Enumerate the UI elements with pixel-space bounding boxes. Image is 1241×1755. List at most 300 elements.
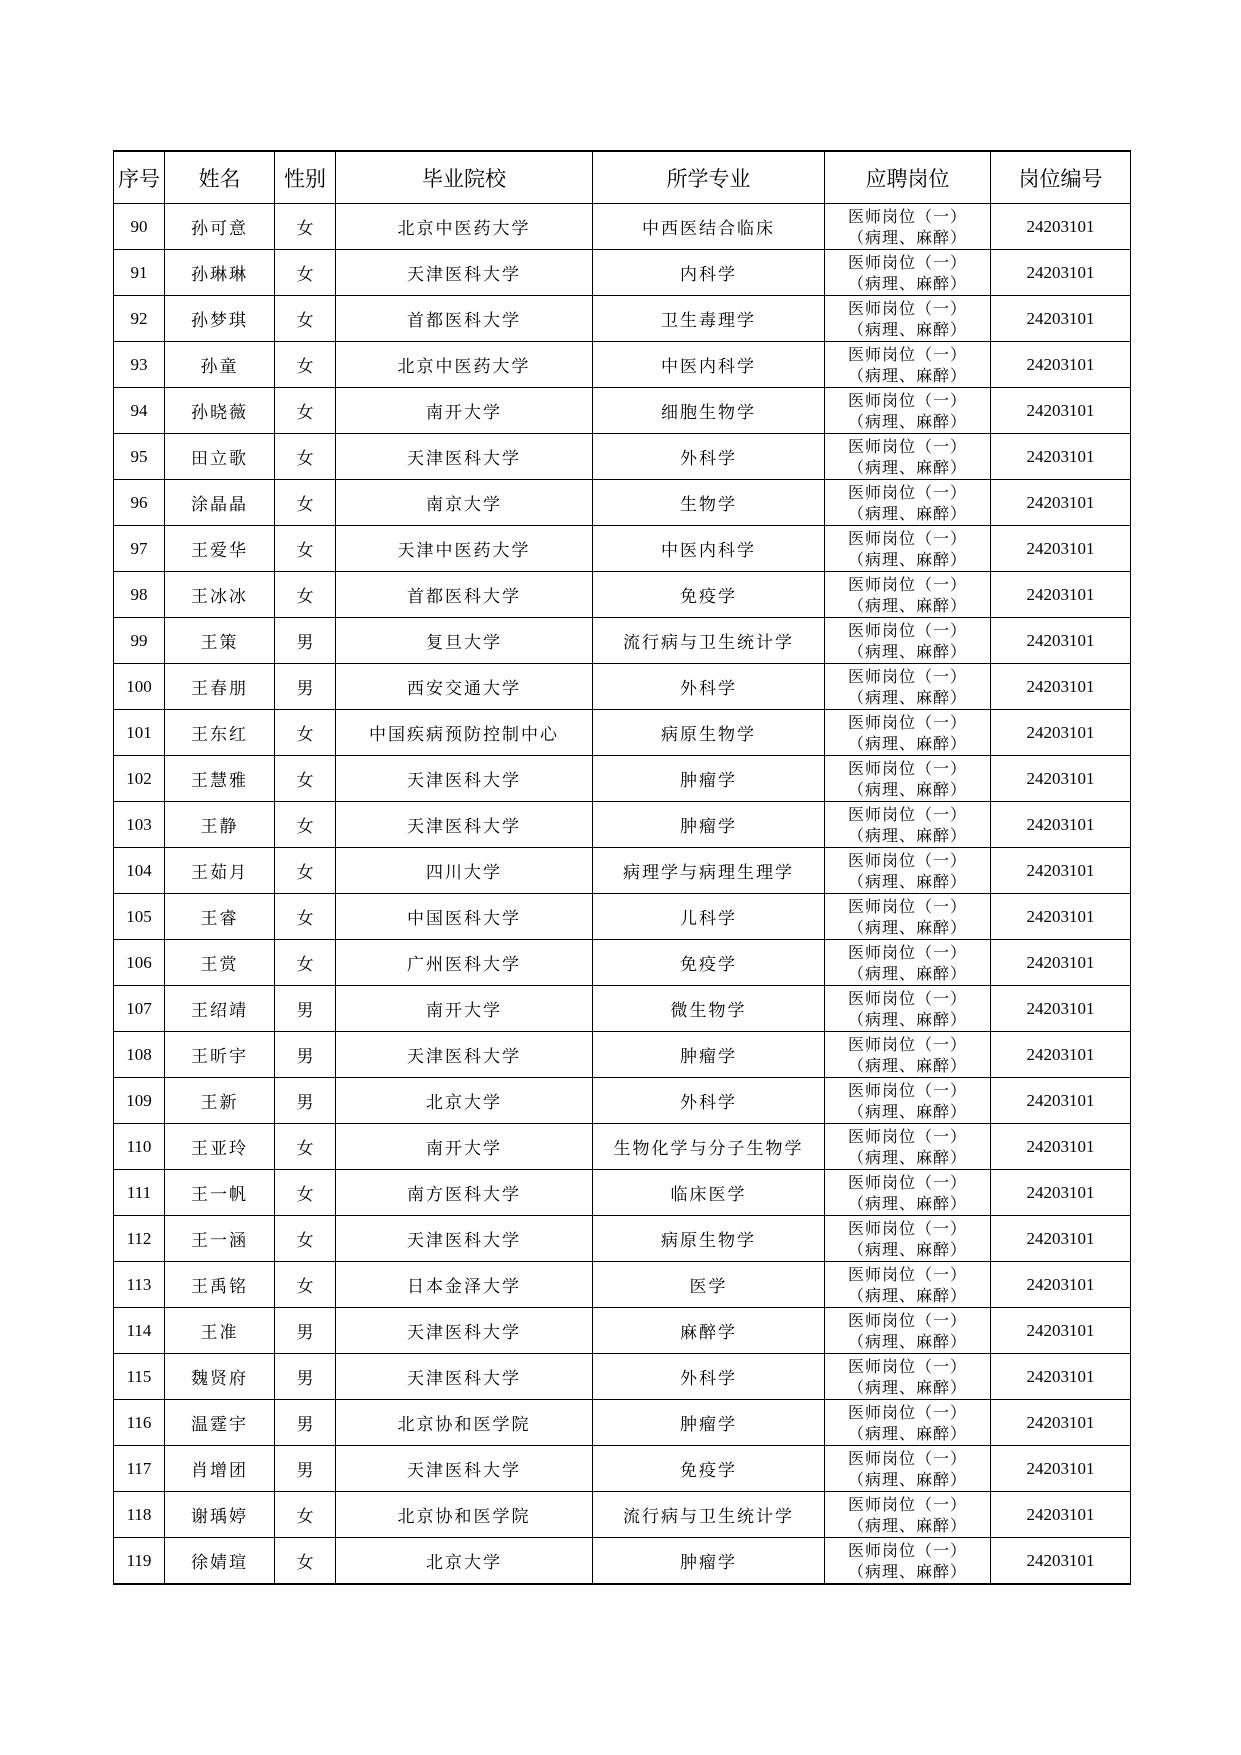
row-major: 肿瘤学: [593, 1400, 825, 1446]
row-position-line2: （病理、麻醉）: [847, 1239, 967, 1259]
row-position-line1: 医师岗位（一）: [847, 1310, 967, 1330]
row-major: 肿瘤学: [593, 802, 825, 848]
row-position: [825, 480, 991, 526]
row-gender: 女: [275, 710, 336, 756]
row-position-line1: 医师岗位（一）: [847, 712, 967, 732]
row-code: 24203101: [991, 204, 1131, 250]
row-position-line2: （病理、麻醉）: [847, 1377, 967, 1397]
header-position: 应聘岗位: [825, 151, 991, 204]
row-name: 王禹铭: [165, 1262, 275, 1308]
row-gender: 女: [275, 388, 336, 434]
row-name: 谢瑀婷: [165, 1492, 275, 1538]
row-position: [825, 250, 991, 296]
row-no: 110: [114, 1124, 165, 1170]
row-school: 复旦大学: [336, 618, 593, 664]
row-position-line1: 医师岗位（一）: [847, 1080, 967, 1100]
row-gender: 男: [275, 1078, 336, 1124]
candidate-table: [113, 150, 1131, 1585]
row-position-line1: 医师岗位（一）: [847, 1264, 967, 1284]
row-no: 101: [114, 710, 165, 756]
table-row: [114, 1446, 1131, 1492]
table-row: [114, 1216, 1131, 1262]
row-position: [825, 1446, 991, 1492]
row-gender: 女: [275, 1124, 336, 1170]
row-school: 中国医科大学: [336, 894, 593, 940]
table-row: [114, 802, 1131, 848]
row-name: 王新: [165, 1078, 275, 1124]
row-major: 肿瘤学: [593, 1032, 825, 1078]
row-no: 103: [114, 802, 165, 848]
row-major: 肿瘤学: [593, 756, 825, 802]
row-position: [825, 572, 991, 618]
row-position-line2: （病理、麻醉）: [847, 1515, 967, 1535]
row-code: 24203101: [991, 296, 1131, 342]
row-position: [825, 1124, 991, 1170]
row-no: 106: [114, 940, 165, 986]
row-position-line2: （病理、麻醉）: [847, 595, 967, 615]
row-no: 119: [114, 1538, 165, 1585]
row-position-line1: 医师岗位（一）: [847, 390, 967, 410]
row-position: [825, 618, 991, 664]
row-name: 王赏: [165, 940, 275, 986]
row-position-line2: （病理、麻醉）: [847, 1147, 967, 1167]
table-row: [114, 710, 1131, 756]
row-position-line1: 医师岗位（一）: [847, 206, 967, 226]
row-name: 王睿: [165, 894, 275, 940]
row-gender: 女: [275, 894, 336, 940]
row-no: 116: [114, 1400, 165, 1446]
row-position: [825, 1354, 991, 1400]
row-position-line2: （病理、麻醉）: [847, 457, 967, 477]
row-position-line1: 医师岗位（一）: [847, 1218, 967, 1238]
row-name: 王冰冰: [165, 572, 275, 618]
row-name: 田立歌: [165, 434, 275, 480]
row-position-line2: （病理、麻醉）: [847, 825, 967, 845]
row-position-line1: 医师岗位（一）: [847, 298, 967, 318]
row-school: 首都医科大学: [336, 296, 593, 342]
table-row: [114, 756, 1131, 802]
row-code: 24203101: [991, 572, 1131, 618]
table-row: [114, 940, 1131, 986]
row-name: 王春朋: [165, 664, 275, 710]
row-position-line2: （病理、麻醉）: [847, 549, 967, 569]
row-major: 流行病与卫生统计学: [593, 618, 825, 664]
row-position-line1: 医师岗位（一）: [847, 1448, 967, 1468]
row-school: 西安交通大学: [336, 664, 593, 710]
table-row: [114, 1032, 1131, 1078]
row-major: 中西医结合临床: [593, 204, 825, 250]
row-position-line1: 医师岗位（一）: [847, 804, 967, 824]
row-gender: 男: [275, 1308, 336, 1354]
row-no: 111: [114, 1170, 165, 1216]
row-name: 魏贤府: [165, 1354, 275, 1400]
row-major: 外科学: [593, 434, 825, 480]
table-row: [114, 296, 1131, 342]
table-header-row: [114, 151, 1131, 204]
row-position-line1: 医师岗位（一）: [847, 1126, 967, 1146]
row-gender: 女: [275, 296, 336, 342]
table-row: [114, 250, 1131, 296]
row-major: 病原生物学: [593, 710, 825, 756]
row-code: 24203101: [991, 342, 1131, 388]
row-position: [825, 986, 991, 1032]
row-name: 王绍靖: [165, 986, 275, 1032]
row-code: 24203101: [991, 1308, 1131, 1354]
row-school: 四川大学: [336, 848, 593, 894]
row-position: [825, 526, 991, 572]
row-position: [825, 664, 991, 710]
row-position: [825, 940, 991, 986]
row-gender: 女: [275, 940, 336, 986]
row-position-line1: 医师岗位（一）: [847, 988, 967, 1008]
row-code: 24203101: [991, 434, 1131, 480]
row-position-line1: 医师岗位（一）: [847, 620, 967, 640]
row-school: 南京大学: [336, 480, 593, 526]
row-major: 病理学与病理生理学: [593, 848, 825, 894]
row-gender: 男: [275, 986, 336, 1032]
row-position: [825, 894, 991, 940]
row-school: 天津医科大学: [336, 1308, 593, 1354]
row-gender: 女: [275, 1538, 336, 1585]
row-position-line1: 医师岗位（一）: [847, 1494, 967, 1514]
row-position-line2: （病理、麻醉）: [847, 503, 967, 523]
row-position-line2: （病理、麻醉）: [847, 1101, 967, 1121]
row-school: 南开大学: [336, 986, 593, 1032]
row-code: 24203101: [991, 618, 1131, 664]
header-gender: 性别: [275, 151, 336, 204]
row-code: 24203101: [991, 1032, 1131, 1078]
row-no: 104: [114, 848, 165, 894]
row-code: 24203101: [991, 664, 1131, 710]
row-gender: 女: [275, 802, 336, 848]
row-name: 王一帆: [165, 1170, 275, 1216]
row-code: 24203101: [991, 756, 1131, 802]
row-code: 24203101: [991, 848, 1131, 894]
table-row: [114, 848, 1131, 894]
row-code: 24203101: [991, 1216, 1131, 1262]
row-name: 王茹月: [165, 848, 275, 894]
row-school: 北京协和医学院: [336, 1400, 593, 1446]
table-row: [114, 1124, 1131, 1170]
row-no: 108: [114, 1032, 165, 1078]
table-row: [114, 618, 1131, 664]
row-major: 生物化学与分子生物学: [593, 1124, 825, 1170]
row-name: 孙可意: [165, 204, 275, 250]
row-position-line2: （病理、麻醉）: [847, 1423, 967, 1443]
row-gender: 男: [275, 1354, 336, 1400]
row-school: 日本金泽大学: [336, 1262, 593, 1308]
row-gender: 女: [275, 848, 336, 894]
table-row: [114, 434, 1131, 480]
row-code: 24203101: [991, 1492, 1131, 1538]
row-position-line2: （病理、麻醉）: [847, 1009, 967, 1029]
row-name: 孙晓薇: [165, 388, 275, 434]
row-major: 医学: [593, 1262, 825, 1308]
row-no: 95: [114, 434, 165, 480]
row-gender: 女: [275, 434, 336, 480]
row-major: 外科学: [593, 1354, 825, 1400]
row-school: 南方医科大学: [336, 1170, 593, 1216]
row-position: [825, 1400, 991, 1446]
row-position-line1: 医师岗位（一）: [847, 1356, 967, 1376]
row-school: 天津医科大学: [336, 756, 593, 802]
row-no: 112: [114, 1216, 165, 1262]
header-code: 岗位编号: [991, 151, 1131, 204]
table-row: [114, 388, 1131, 434]
table-row: [114, 1400, 1131, 1446]
row-position-line1: 医师岗位（一）: [847, 1402, 967, 1422]
row-major: 病原生物学: [593, 1216, 825, 1262]
row-position-line1: 医师岗位（一）: [847, 850, 967, 870]
row-gender: 男: [275, 618, 336, 664]
row-code: 24203101: [991, 1446, 1131, 1492]
row-school: 南开大学: [336, 388, 593, 434]
row-position-line2: （病理、麻醉）: [847, 641, 967, 661]
row-code: 24203101: [991, 1170, 1131, 1216]
row-position-line2: （病理、麻醉）: [847, 411, 967, 431]
table-row: [114, 572, 1131, 618]
table-row: [114, 342, 1131, 388]
row-position-line2: （病理、麻醉）: [847, 1331, 967, 1351]
row-gender: 女: [275, 526, 336, 572]
table-row: [114, 986, 1131, 1032]
row-no: 113: [114, 1262, 165, 1308]
row-major: 生物学: [593, 480, 825, 526]
row-name: 王昕宇: [165, 1032, 275, 1078]
row-gender: 男: [275, 664, 336, 710]
row-gender: 男: [275, 1032, 336, 1078]
row-position-line2: （病理、麻醉）: [847, 917, 967, 937]
row-school: 天津医科大学: [336, 1216, 593, 1262]
row-position-line1: 医师岗位（一）: [847, 666, 967, 686]
row-position-line1: 医师岗位（一）: [847, 436, 967, 456]
row-gender: 女: [275, 1216, 336, 1262]
row-major: 外科学: [593, 664, 825, 710]
row-position-line2: （病理、麻醉）: [847, 227, 967, 247]
row-position: [825, 1538, 991, 1585]
row-position: [825, 1308, 991, 1354]
table-row: [114, 894, 1131, 940]
table-row: [114, 664, 1131, 710]
row-no: 105: [114, 894, 165, 940]
header-major: 所学专业: [593, 151, 825, 204]
row-no: 93: [114, 342, 165, 388]
row-code: 24203101: [991, 480, 1131, 526]
row-position-line2: （病理、麻醉）: [847, 1469, 967, 1489]
row-major: 外科学: [593, 1078, 825, 1124]
row-position: [825, 1262, 991, 1308]
row-no: 109: [114, 1078, 165, 1124]
row-code: 24203101: [991, 388, 1131, 434]
row-code: 24203101: [991, 250, 1131, 296]
row-code: 24203101: [991, 1354, 1131, 1400]
row-major: 中医内科学: [593, 526, 825, 572]
row-no: 92: [114, 296, 165, 342]
row-gender: 女: [275, 204, 336, 250]
row-no: 94: [114, 388, 165, 434]
row-no: 96: [114, 480, 165, 526]
row-major: 免疫学: [593, 572, 825, 618]
row-major: 免疫学: [593, 1446, 825, 1492]
row-name: 王一涵: [165, 1216, 275, 1262]
row-no: 114: [114, 1308, 165, 1354]
row-position-line2: （病理、麻醉）: [847, 963, 967, 983]
table-row: [114, 526, 1131, 572]
row-position: [825, 342, 991, 388]
row-code: 24203101: [991, 710, 1131, 756]
row-position-line1: 医师岗位（一）: [847, 942, 967, 962]
table-row: [114, 1538, 1131, 1585]
row-major: 卫生毒理学: [593, 296, 825, 342]
row-major: 微生物学: [593, 986, 825, 1032]
row-position: [825, 710, 991, 756]
row-code: 24203101: [991, 986, 1131, 1032]
row-position-line1: 医师岗位（一）: [847, 344, 967, 364]
row-position-line2: （病理、麻醉）: [847, 733, 967, 753]
row-position-line2: （病理、麻醉）: [847, 365, 967, 385]
row-position-line1: 医师岗位（一）: [847, 1172, 967, 1192]
row-gender: 女: [275, 342, 336, 388]
row-code: 24203101: [991, 940, 1131, 986]
row-name: 肖增团: [165, 1446, 275, 1492]
table-row: [114, 1078, 1131, 1124]
row-code: 24203101: [991, 1400, 1131, 1446]
row-gender: 男: [275, 1446, 336, 1492]
row-position-line2: （病理、麻醉）: [847, 273, 967, 293]
row-position-line1: 医师岗位（一）: [847, 482, 967, 502]
row-position-line1: 医师岗位（一）: [847, 574, 967, 594]
row-code: 24203101: [991, 1262, 1131, 1308]
row-position: [825, 756, 991, 802]
row-position: [825, 848, 991, 894]
row-major: 麻醉学: [593, 1308, 825, 1354]
row-major: 流行病与卫生统计学: [593, 1492, 825, 1538]
row-position: [825, 296, 991, 342]
row-position: [825, 204, 991, 250]
row-no: 99: [114, 618, 165, 664]
row-name: 孙梦琪: [165, 296, 275, 342]
row-name: 王东红: [165, 710, 275, 756]
row-position: [825, 1170, 991, 1216]
row-school: 首都医科大学: [336, 572, 593, 618]
row-position-line1: 医师岗位（一）: [847, 758, 967, 778]
row-name: 温霆宇: [165, 1400, 275, 1446]
row-no: 118: [114, 1492, 165, 1538]
row-position: [825, 1078, 991, 1124]
row-gender: 女: [275, 250, 336, 296]
row-name: 孙琳琳: [165, 250, 275, 296]
header-school: 毕业院校: [336, 151, 593, 204]
row-code: 24203101: [991, 526, 1131, 572]
row-school: 天津医科大学: [336, 250, 593, 296]
table-row: [114, 1262, 1131, 1308]
row-name: 涂晶晶: [165, 480, 275, 526]
row-position-line1: 医师岗位（一）: [847, 252, 967, 272]
row-major: 内科学: [593, 250, 825, 296]
row-name: 王爱华: [165, 526, 275, 572]
row-position-line1: 医师岗位（一）: [847, 896, 967, 916]
row-major: 儿科学: [593, 894, 825, 940]
row-position-line2: （病理、麻醉）: [847, 687, 967, 707]
row-no: 117: [114, 1446, 165, 1492]
row-no: 97: [114, 526, 165, 572]
row-position: [825, 802, 991, 848]
row-school: 北京协和医学院: [336, 1492, 593, 1538]
row-position: [825, 434, 991, 480]
row-gender: 男: [275, 1400, 336, 1446]
row-code: 24203101: [991, 894, 1131, 940]
row-code: 24203101: [991, 1078, 1131, 1124]
row-school: 天津医科大学: [336, 1354, 593, 1400]
row-no: 102: [114, 756, 165, 802]
row-gender: 女: [275, 756, 336, 802]
row-position-line2: （病理、麻醉）: [847, 779, 967, 799]
row-school: 北京中医药大学: [336, 342, 593, 388]
row-gender: 女: [275, 1262, 336, 1308]
row-code: 24203101: [991, 802, 1131, 848]
row-name: 王策: [165, 618, 275, 664]
row-name: 徐婧瑄: [165, 1538, 275, 1585]
row-position-line1: 医师岗位（一）: [847, 1540, 967, 1560]
row-school: 天津医科大学: [336, 1446, 593, 1492]
row-position: [825, 1216, 991, 1262]
row-gender: 女: [275, 572, 336, 618]
row-no: 98: [114, 572, 165, 618]
row-school: 北京大学: [336, 1078, 593, 1124]
row-no: 107: [114, 986, 165, 1032]
table-row: [114, 1308, 1131, 1354]
row-no: 100: [114, 664, 165, 710]
row-name: 王准: [165, 1308, 275, 1354]
table-row: [114, 1492, 1131, 1538]
row-gender: 女: [275, 480, 336, 526]
row-no: 90: [114, 204, 165, 250]
header-name: 姓名: [165, 151, 275, 204]
row-major: 肿瘤学: [593, 1538, 825, 1585]
row-position-line2: （病理、麻醉）: [847, 319, 967, 339]
row-school: 天津医科大学: [336, 1032, 593, 1078]
row-position-line1: 医师岗位（一）: [847, 1034, 967, 1054]
table-row: [114, 1170, 1131, 1216]
row-school: 天津中医药大学: [336, 526, 593, 572]
row-position-line2: （病理、麻醉）: [847, 1193, 967, 1213]
row-gender: 女: [275, 1492, 336, 1538]
row-name: 孙童: [165, 342, 275, 388]
row-school: 天津医科大学: [336, 802, 593, 848]
row-major: 细胞生物学: [593, 388, 825, 434]
row-school: 南开大学: [336, 1124, 593, 1170]
row-code: 24203101: [991, 1124, 1131, 1170]
row-position: [825, 1032, 991, 1078]
row-position: [825, 1492, 991, 1538]
row-school: 北京大学: [336, 1538, 593, 1585]
row-position-line2: （病理、麻醉）: [847, 871, 967, 891]
row-school: 广州医科大学: [336, 940, 593, 986]
row-school: 中国疾病预防控制中心: [336, 710, 593, 756]
table-body: [114, 204, 1131, 1585]
row-major: 免疫学: [593, 940, 825, 986]
row-gender: 女: [275, 1170, 336, 1216]
row-major: 中医内科学: [593, 342, 825, 388]
row-position-line2: （病理、麻醉）: [847, 1561, 967, 1581]
table-row: [114, 204, 1131, 250]
row-code: 24203101: [991, 1538, 1131, 1585]
row-position: [825, 388, 991, 434]
table-row: [114, 1354, 1131, 1400]
row-position-line1: 医师岗位（一）: [847, 528, 967, 548]
row-position-line2: （病理、麻醉）: [847, 1285, 967, 1305]
table-row: [114, 480, 1131, 526]
